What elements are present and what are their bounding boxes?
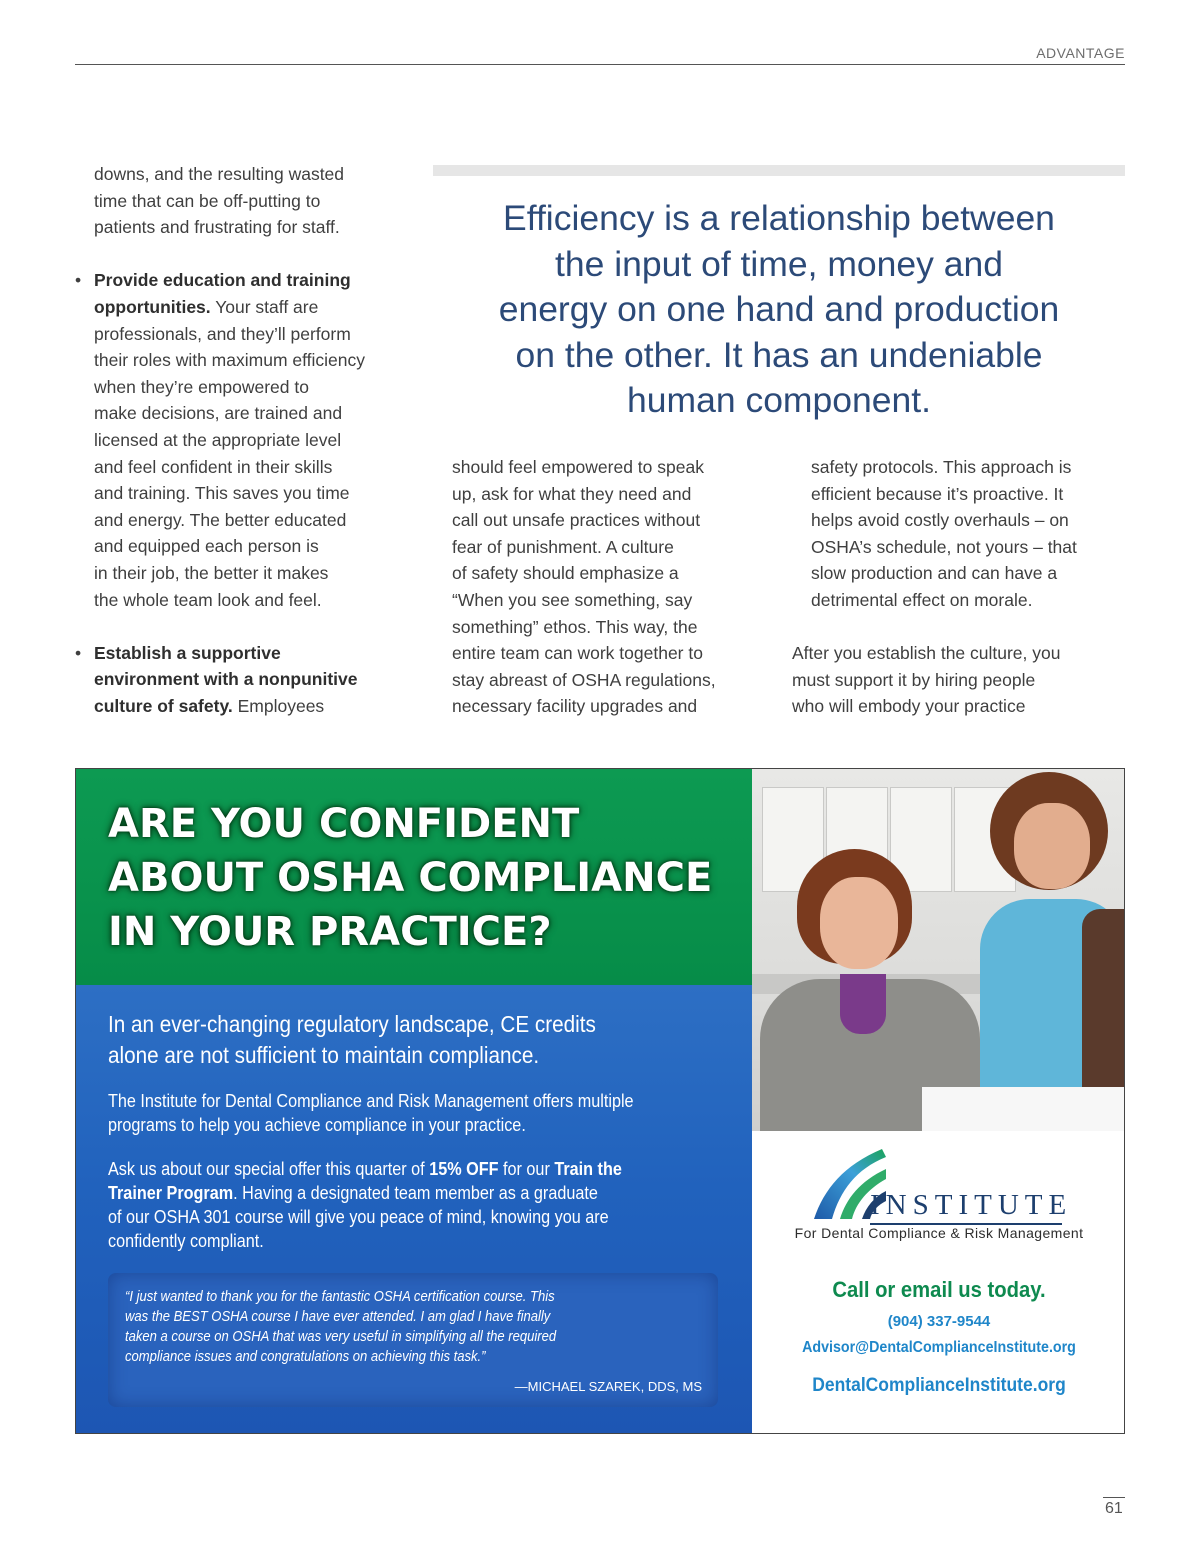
text-line: and energy. The better educated bbox=[94, 509, 347, 530]
text-line: stay abreast of OSHA regulations, bbox=[452, 669, 716, 690]
testimonial-attribution: —MICHAEL SZAREK, DDS, MS bbox=[514, 1379, 702, 1394]
pull-quote-bar bbox=[433, 165, 1125, 176]
bullet-heading: Provide education and training bbox=[94, 270, 351, 291]
person-face bbox=[1014, 803, 1090, 889]
bullet-marker: • bbox=[75, 270, 82, 291]
header-rule bbox=[75, 64, 1125, 65]
text-line bbox=[108, 1157, 716, 1181]
text-line bbox=[94, 294, 420, 321]
text-line bbox=[108, 1181, 716, 1205]
offer-percent: 15% OFF bbox=[429, 1159, 499, 1179]
osha-advertisement bbox=[75, 768, 1125, 1434]
ad-headline-line: ARE YOU CONFIDENT bbox=[108, 801, 580, 847]
text-line: of safety should emphasize a bbox=[452, 563, 679, 584]
article-column-3 bbox=[792, 454, 1125, 720]
testimonial-box bbox=[108, 1273, 718, 1407]
text-line: call out unsafe practices without bbox=[452, 510, 701, 531]
text-line: their roles with maximum efficiency bbox=[94, 350, 366, 371]
text-line: must support it by hiring people bbox=[792, 669, 1036, 690]
person-blouse bbox=[840, 974, 886, 1034]
text-fragment: for our bbox=[498, 1159, 555, 1179]
text-line: was the BEST OSHA course I have ever attended. I am glad I have finally bbox=[125, 1309, 551, 1325]
text-line: taken a course on OSHA that was very useful in simplifying all the required bbox=[125, 1329, 557, 1345]
article-column-1 bbox=[75, 161, 420, 719]
text-line: patients and frustrating for staff. bbox=[94, 217, 340, 238]
pull-quote-line: Efficiency is a relationship between bbox=[503, 198, 1055, 238]
text-line: of our OSHA 301 course will give you peace of mind, knowing you are bbox=[108, 1207, 609, 1227]
person-face bbox=[820, 877, 898, 969]
text-line: and training. This saves you time bbox=[94, 483, 350, 504]
ad-subheadline bbox=[108, 1009, 666, 1071]
bullet-marker: • bbox=[75, 642, 82, 663]
text-line: time that can be off-putting to bbox=[94, 190, 321, 211]
phone-number[interactable]: (904) 337-9544 bbox=[887, 1313, 991, 1330]
article-column-2 bbox=[452, 454, 772, 720]
text-line: In an ever-changing regulatory landscape, CE credits bbox=[108, 1011, 596, 1037]
text-line: efficient because it’s proactive. It bbox=[811, 483, 1064, 504]
text-line: safety protocols. This approach is bbox=[811, 457, 1072, 477]
col3-continued-bullet bbox=[792, 454, 1125, 614]
text-line: make decisions, are trained and bbox=[94, 403, 343, 424]
ad-body-offer bbox=[108, 1157, 716, 1253]
text-line: when they’re empowered to bbox=[94, 376, 309, 397]
text-line: licensed at the appropriate level bbox=[94, 429, 342, 450]
text-fragment: . Having a designated team member as a graduate bbox=[233, 1183, 598, 1203]
text-fragment: Employees bbox=[232, 695, 325, 716]
call-to-action: Call or email us today. bbox=[832, 1277, 1046, 1302]
col1-intro bbox=[75, 161, 420, 241]
institute-wordmark: INSTITUTE bbox=[870, 1189, 1073, 1221]
text-line: programs to help you achieve compliance in your practice. bbox=[108, 1115, 526, 1135]
pull-quote-line: human component. bbox=[627, 380, 931, 420]
text-line: up, ask for what they need and bbox=[452, 483, 692, 504]
text-line: entire team can work together to bbox=[452, 643, 703, 664]
ad-headline-panel bbox=[76, 769, 752, 985]
ad-body-programs bbox=[108, 1089, 716, 1137]
bullet-heading-end: opportunities. bbox=[94, 296, 211, 317]
program-name: Trainer Program bbox=[108, 1183, 234, 1203]
text-line: The Institute for Dental Compliance and Risk Management offers multiple bbox=[108, 1091, 634, 1111]
text-line: OSHA’s schedule, not yours – that bbox=[811, 536, 1077, 557]
text-line: “I just wanted to thank you for the fantastic OSHA certification course. This bbox=[125, 1289, 555, 1305]
text-fragment: Ask us about our special offer this quarter of bbox=[108, 1159, 430, 1179]
text-line: and feel confident in their skills bbox=[94, 456, 333, 477]
text-line: detrimental effect on morale. bbox=[811, 589, 1033, 610]
pull-quote-line: energy on one hand and production bbox=[498, 289, 1060, 329]
ad-headline bbox=[108, 797, 748, 959]
text-line: “When you see something, say bbox=[452, 589, 693, 610]
text-line: and equipped each person is bbox=[94, 536, 319, 557]
text-line: something” ethos. This way, the bbox=[452, 616, 698, 637]
scrubs-trim bbox=[1082, 909, 1125, 1089]
email-link[interactable]: Advisor@DentalComplianceInstitute.org bbox=[802, 1339, 1076, 1356]
ad-body-panel bbox=[76, 985, 752, 1434]
text-line: who will embody your practice bbox=[792, 696, 1026, 717]
bullet-heading-end: culture of safety. bbox=[94, 695, 233, 716]
text-line: professionals, and they’ll perform bbox=[94, 323, 351, 344]
pull-quote-line: the input of time, money and bbox=[555, 243, 1003, 284]
text-line: downs, and the resulting wasted bbox=[94, 164, 345, 184]
text-line: helps avoid costly overhauls – on bbox=[811, 510, 1069, 531]
section-label: ADVANTAGE bbox=[1036, 45, 1125, 61]
ad-photo-dental-staff bbox=[752, 769, 1125, 1131]
ad-contact-panel bbox=[752, 1131, 1125, 1434]
text-line: compliance issues and congratulations on achieving this task.” bbox=[125, 1349, 486, 1365]
page-number-rule bbox=[1103, 1497, 1125, 1498]
text-line: the whole team look and feel. bbox=[94, 589, 322, 610]
text-line: in their job, the better it makes bbox=[94, 562, 329, 583]
institute-tagline: For Dental Compliance & Risk Management bbox=[794, 1225, 1084, 1241]
bullet-culture bbox=[75, 640, 420, 720]
bullet-education bbox=[75, 267, 420, 613]
page-number: 61 bbox=[1105, 1500, 1123, 1517]
text-line: alone are not sufficient to maintain compliance. bbox=[108, 1042, 540, 1068]
text-line bbox=[94, 693, 420, 720]
pull-quote-line: on the other. It has an undeniable bbox=[515, 334, 1043, 375]
text-line: fear of punishment. A culture bbox=[452, 536, 674, 557]
ad-headline-line: IN YOUR PRACTICE? bbox=[108, 909, 552, 955]
testimonial-quote bbox=[125, 1287, 710, 1367]
ad-headline-line: ABOUT OSHA COMPLIANCE bbox=[108, 855, 713, 901]
pull-quote bbox=[433, 196, 1125, 424]
website-link[interactable]: DentalComplianceInstitute.org bbox=[812, 1375, 1066, 1396]
text-line: slow production and can have a bbox=[811, 563, 1058, 584]
program-name: Train the bbox=[554, 1159, 622, 1179]
text-line: After you establish the culture, you bbox=[792, 643, 1061, 664]
text-line: confidently compliant. bbox=[108, 1231, 264, 1251]
text-line: necessary facility upgrades and bbox=[452, 696, 698, 717]
bullet-heading: Establish a supportive bbox=[94, 642, 281, 663]
paperwork bbox=[922, 1087, 1125, 1131]
text-fragment: Your staff are bbox=[210, 296, 319, 317]
bullet-heading: environment with a nonpunitive bbox=[94, 669, 358, 690]
text-line: should feel empowered to speak bbox=[452, 457, 704, 477]
